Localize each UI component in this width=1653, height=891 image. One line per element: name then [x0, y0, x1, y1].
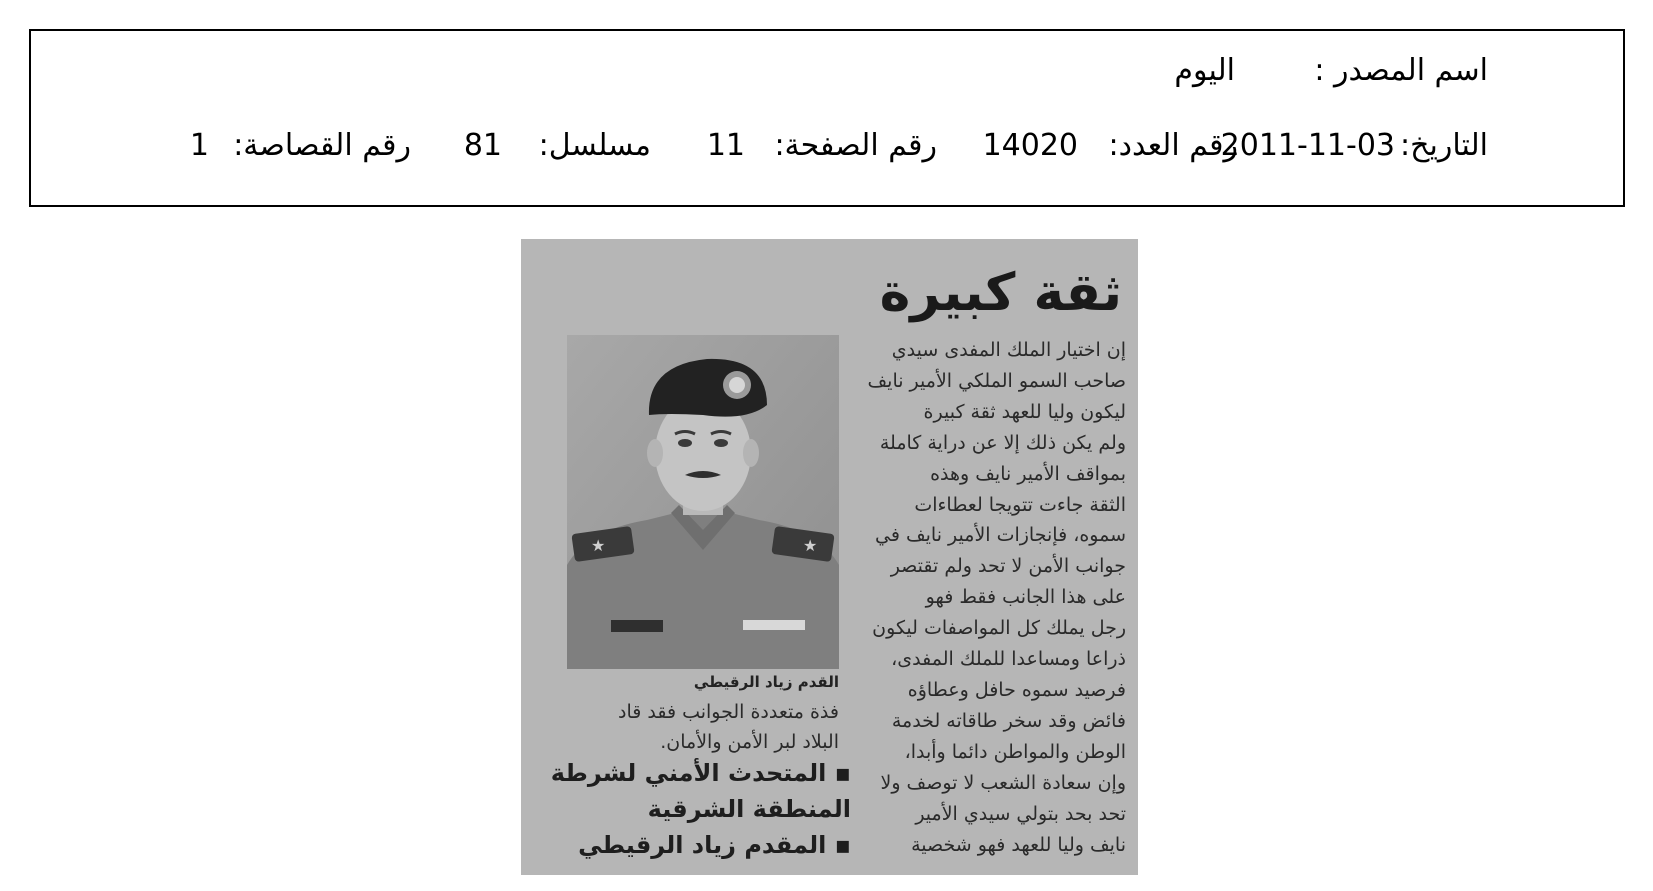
clip-label: رقم القصاصة:	[233, 128, 411, 163]
article-body-line: بمواقف الأمير نايف وهذه	[930, 462, 1126, 485]
article-body-line: ولم يكن ذلك إلا عن دراية كاملة	[879, 431, 1126, 454]
article-continuation-line: البلاد لبر الأمن والأمان.	[660, 731, 839, 753]
article-continuation	[567, 697, 839, 757]
issue-value: 14020	[982, 128, 1078, 163]
newspaper-clipping	[521, 239, 1138, 875]
article-body-line: على هذا الجانب فقط فهو	[925, 586, 1126, 609]
article-body-line: نايف وليا للعهد فهو شخصية	[911, 833, 1126, 856]
clip-value: 1	[189, 128, 209, 163]
author-photo	[567, 335, 839, 669]
author-line: المنطقة الشرقية	[647, 795, 851, 823]
article-body-line: وإن سعادة الشعب لا توصف ولا	[880, 771, 1126, 794]
article-body-line: تحد بحد بتولي سيدي الأمير	[915, 802, 1126, 825]
date-value: 2011-11-03	[1220, 128, 1395, 163]
photo-caption: القدم زياد الرقيطي	[693, 673, 839, 691]
author-signature	[550, 755, 851, 863]
author-line: ▪ المتحدث الأمني لشرطة	[550, 759, 851, 787]
article-body-line: إن اختيار الملك المفدى سيدي	[891, 339, 1126, 361]
source-label: اسم المصدر :	[1314, 53, 1488, 88]
serial-value: 81	[463, 128, 502, 163]
issue-label: رقم العدد:	[1108, 128, 1238, 163]
article-body-line: جوانب الأمن لا تحد ولم تقتصر	[890, 555, 1126, 578]
article-body-line: الوطن والمواطن دائما وأبدا،	[904, 740, 1126, 763]
article-body-line: صاحب السمو الملكي الأمير نايف	[867, 369, 1126, 392]
serial-label: مسلسل:	[538, 128, 651, 163]
date-label: التاريخ:	[1400, 128, 1488, 163]
author-line: ▪ المقدم زياد الرقيطي	[578, 831, 851, 859]
page-value: 11	[706, 128, 745, 163]
source-value: اليوم	[1174, 53, 1235, 88]
article-body-line: فرصيد سموه حافل وعطاؤه	[907, 678, 1126, 701]
article-headline: ثقة كبيرة	[879, 263, 1122, 323]
article-body-line: ليكون وليا للعهد ثقة كبيرة	[923, 400, 1126, 423]
article-body-line: الثقة جاءت تتويجا لعطاءات	[914, 493, 1126, 516]
page-label: رقم الصفحة:	[774, 128, 937, 163]
svg-text:★: ★	[591, 536, 606, 555]
officer-portrait-icon	[567, 335, 839, 669]
article-body-line: ذراعا ومساعدا للملك المفدى،	[891, 648, 1126, 671]
article-continuation-line: فذة متعددة الجوانب فقد قاد	[617, 701, 839, 723]
svg-text:★: ★	[803, 536, 818, 555]
article-body-line: رجل يملك كل المواصفات ليكون	[872, 617, 1126, 640]
article-body-line: سموه، فإنجازات الأمير نايف في	[875, 524, 1126, 547]
article-body-line: فائض وقد سخر طاقاته لخدمة	[891, 709, 1126, 732]
article-body-column	[858, 335, 1126, 860]
